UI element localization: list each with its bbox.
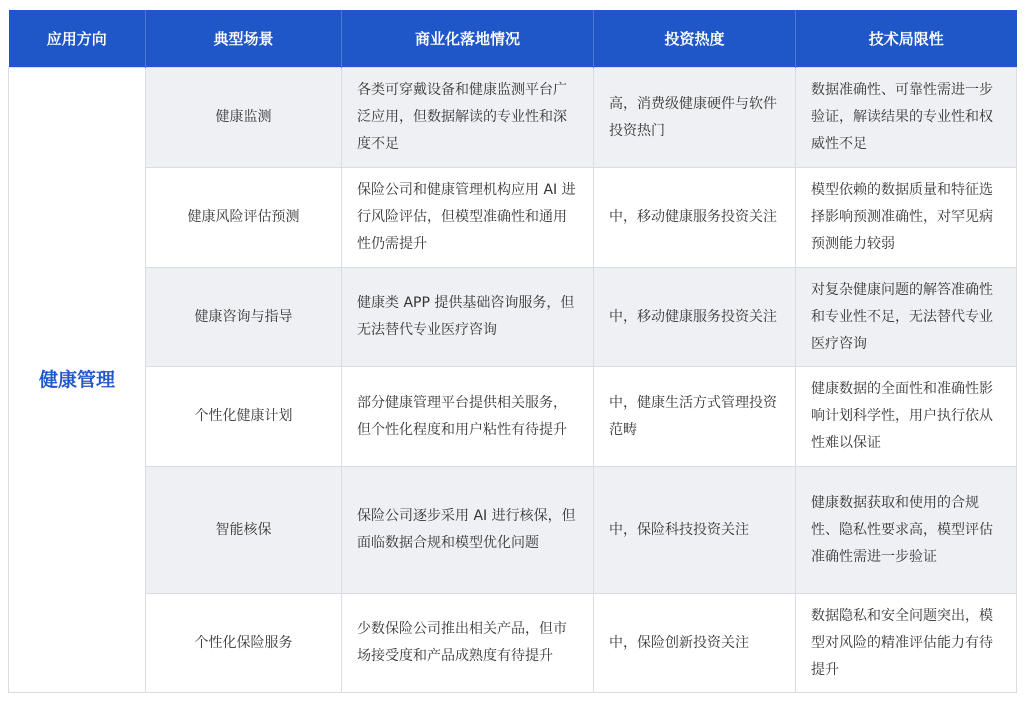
table-row — [9, 268, 1017, 367]
header-scene: 典型场景 — [146, 10, 342, 68]
investment-cell: 中，移动健康服务投资关注 — [594, 268, 796, 367]
limitation-cell: 对复杂健康问题的解答准确性和专业性不足，无法替代专业医疗咨询 — [796, 268, 1017, 367]
commercial-cell: 部分健康管理平台提供相关服务，但个性化程度和用户粘性有待提升 — [342, 367, 594, 467]
header-limitation: 技术局限性 — [796, 10, 1017, 68]
scene-cell: 个性化健康计划 — [146, 367, 342, 467]
limitation-cell: 数据隐私和安全问题突出，模型对风险的精准评估能力有待提升 — [796, 594, 1017, 693]
commercial-cell: 少数保险公司推出相关产品，但市场接受度和产品成熟度有待提升 — [342, 594, 594, 693]
header-investment: 投资热度 — [594, 10, 796, 68]
investment-cell: 中，健康生活方式管理投资范畴 — [594, 367, 796, 467]
commercial-cell: 保险公司和健康管理机构应用 AI 进行风险评估，但模型准确性和通用性仍需提升 — [342, 168, 594, 268]
investment-cell: 高，消费级健康硬件与软件投资热门 — [594, 68, 796, 168]
scene-cell: 健康咨询与指导 — [146, 268, 342, 367]
limitation-cell: 健康数据获取和使用的合规性、隐私性要求高，模型评估准确性需进一步验证 — [796, 467, 1017, 594]
scene-cell: 健康监测 — [146, 68, 342, 168]
scene-cell: 智能核保 — [146, 467, 342, 594]
table-row — [9, 367, 1017, 467]
scene-cell: 个性化保险服务 — [146, 594, 342, 693]
header-commercial: 商业化落地情况 — [342, 10, 594, 68]
limitation-cell: 模型依赖的数据质量和特征选择影响预测准确性，对罕见病预测能力较弱 — [796, 168, 1017, 268]
limitation-cell: 健康数据的全面性和准确性影响计划科学性，用户执行依从性难以保证 — [796, 367, 1017, 467]
direction-cell: 健康管理 — [9, 68, 146, 693]
table-row — [9, 467, 1017, 594]
investment-cell: 中，移动健康服务投资关注 — [594, 168, 796, 268]
table-row — [9, 594, 1017, 693]
table-row — [9, 68, 1017, 168]
investment-cell: 中，保险科技投资关注 — [594, 467, 796, 594]
commercial-cell: 保险公司逐步采用 AI 进行核保，但面临数据合规和模型优化问题 — [342, 467, 594, 594]
investment-cell: 中，保险创新投资关注 — [594, 594, 796, 693]
limitation-cell: 数据准确性、可靠性需进一步验证，解读结果的专业性和权威性不足 — [796, 68, 1017, 168]
commercial-cell: 各类可穿戴设备和健康监测平台广泛应用，但数据解读的专业性和深度不足 — [342, 68, 594, 168]
health-management-table — [8, 10, 1017, 693]
table-row — [9, 168, 1017, 268]
header-row — [9, 10, 1017, 68]
scene-cell: 健康风险评估预测 — [146, 168, 342, 268]
header-direction: 应用方向 — [9, 10, 146, 68]
commercial-cell: 健康类 APP 提供基础咨询服务，但无法替代专业医疗咨询 — [342, 268, 594, 367]
table-container — [8, 10, 1016, 693]
